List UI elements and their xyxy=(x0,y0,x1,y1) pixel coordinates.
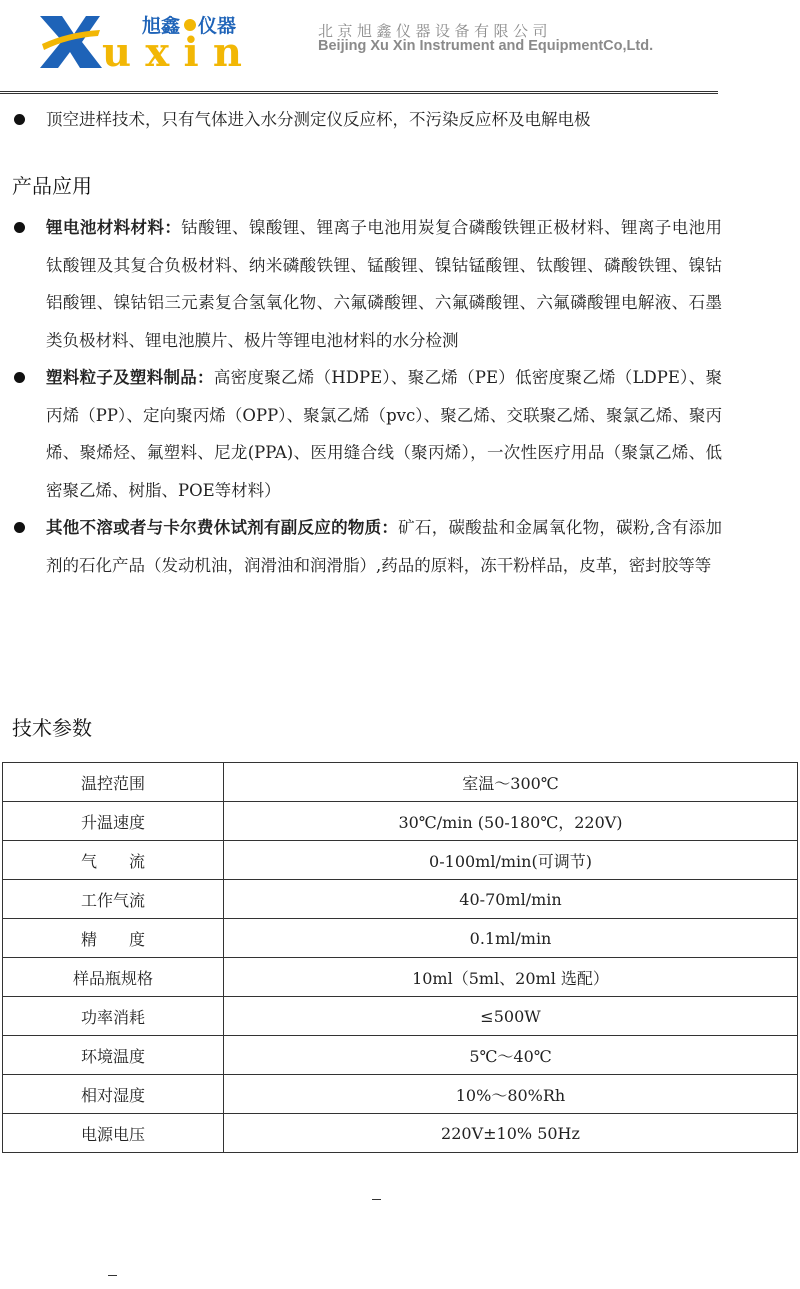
application-text: 矿石，碳酸盐和金属氧化物，碳粉,含有添加剂的石化产品（发动机油，润滑油和润滑脂）,药品的原料，冻干粉样品，皮革，密封胶等等 xyxy=(46,518,723,575)
application-text: 高密度聚乙烯（HDPE）、聚乙烯（PE）低密度聚乙烯（LDPE）、聚丙烯（PP）、定向聚丙烯（OPP）、聚氯乙烯（pvc）、聚乙烯、交联聚乙烯、聚氯乙烯、聚丙烯、聚烯烃、氟塑料、尼龙(PPA)、医用缝合线（聚丙烯），一次性医疗用品（聚氯乙烯、低密聚乙烯、树脂、POE等材料） xyxy=(46,368,723,500)
spec-value: 0.1ml/min xyxy=(224,919,798,958)
application-item-plastics xyxy=(10,359,722,509)
spec-value: 40-70ml/min xyxy=(224,880,798,919)
logo-cn-name-2: 仪器 xyxy=(198,15,237,37)
spec-name: 升温速度 xyxy=(3,802,224,841)
logo-en-name: uxin xyxy=(102,29,242,72)
spec-name: 相对湿度 xyxy=(3,1075,224,1114)
header-divider xyxy=(0,91,718,94)
decorative-dash xyxy=(108,1275,117,1276)
spec-name: 样品瓶规格 xyxy=(3,958,224,997)
applications-list xyxy=(10,209,722,584)
spec-value: 5℃～40℃ xyxy=(224,1036,798,1075)
spec-value: 0-100ml/min(可调节) xyxy=(224,841,798,880)
table-row xyxy=(3,841,798,880)
company-name-cn: 北京旭鑫仪器设备有限公司 xyxy=(318,22,553,40)
intro-bullet-list xyxy=(10,101,722,139)
specs-table xyxy=(2,762,798,1153)
spec-name: 工作气流 xyxy=(3,880,224,919)
application-lead: 其他不溶或者与卡尔费休试剂有副反应的物质： xyxy=(46,518,399,537)
table-row xyxy=(3,802,798,841)
decorative-dash xyxy=(372,1199,381,1200)
spec-value: 10%～80%Rh xyxy=(224,1075,798,1114)
table-row xyxy=(3,1036,798,1075)
intro-bullet-text: 顶空进样技术，只有气体进入水分测定仪反应杯，不污染反应杯及电解电极 xyxy=(46,110,591,129)
spec-name: 环境温度 xyxy=(3,1036,224,1075)
spec-value: ≤500W xyxy=(224,997,798,1036)
table-row xyxy=(3,880,798,919)
specs-heading: 技术参数 xyxy=(12,716,92,740)
application-lead: 锂电池材料材料： xyxy=(46,218,182,237)
bullet-dot-icon xyxy=(14,372,25,383)
logo-cn-name: 旭鑫 xyxy=(142,15,181,37)
applications-heading: 产品应用 xyxy=(12,174,92,198)
spec-value: 220V±10% 50Hz xyxy=(224,1114,798,1153)
spec-name: 精 度 xyxy=(3,919,224,958)
table-row xyxy=(3,997,798,1036)
table-row xyxy=(3,919,798,958)
xuxin-logo xyxy=(38,10,250,72)
company-name-en: Beijing Xu Xin Instrument and EquipmentCo,Ltd. xyxy=(318,38,654,54)
spec-value: 10ml（5ml、20ml 选配） xyxy=(224,958,798,997)
spec-name: 电源电压 xyxy=(3,1114,224,1153)
application-lead: 塑料粒子及塑料制品： xyxy=(46,368,214,387)
application-item-battery xyxy=(10,209,722,359)
table-row xyxy=(3,958,798,997)
page-header xyxy=(0,0,800,95)
table-row xyxy=(3,1114,798,1153)
spec-value: 室温～300℃ xyxy=(224,763,798,802)
application-item-other xyxy=(10,509,722,584)
application-text: 钴酸锂、镍酸锂、锂离子电池用炭复合磷酸铁锂正极材料、锂离子电池用钛酸锂及其复合负极材料、纳米磷酸铁锂、锰酸锂、镍钴锰酸锂、钛酸锂、磷酸铁锂、镍钴铝酸锂、镍钴铝三元素复合氢氧化物、六氟磷酸锂、六氟磷酸锂、六氟磷酸锂电解液、石墨类负极材料、锂电池膜片、极片等锂电池材料的水分检测 xyxy=(46,218,723,350)
spec-name: 气 流 xyxy=(3,841,224,880)
table-row xyxy=(3,1075,798,1114)
bullet-dot-icon xyxy=(14,114,25,125)
spec-name: 功率消耗 xyxy=(3,997,224,1036)
intro-bullet-item xyxy=(10,101,722,139)
bullet-dot-icon xyxy=(14,222,25,233)
spec-name: 温控范围 xyxy=(3,763,224,802)
bullet-dot-icon xyxy=(14,522,25,533)
table-row xyxy=(3,763,798,802)
spec-value: 30℃/min (50-180℃，220V) xyxy=(224,802,798,841)
